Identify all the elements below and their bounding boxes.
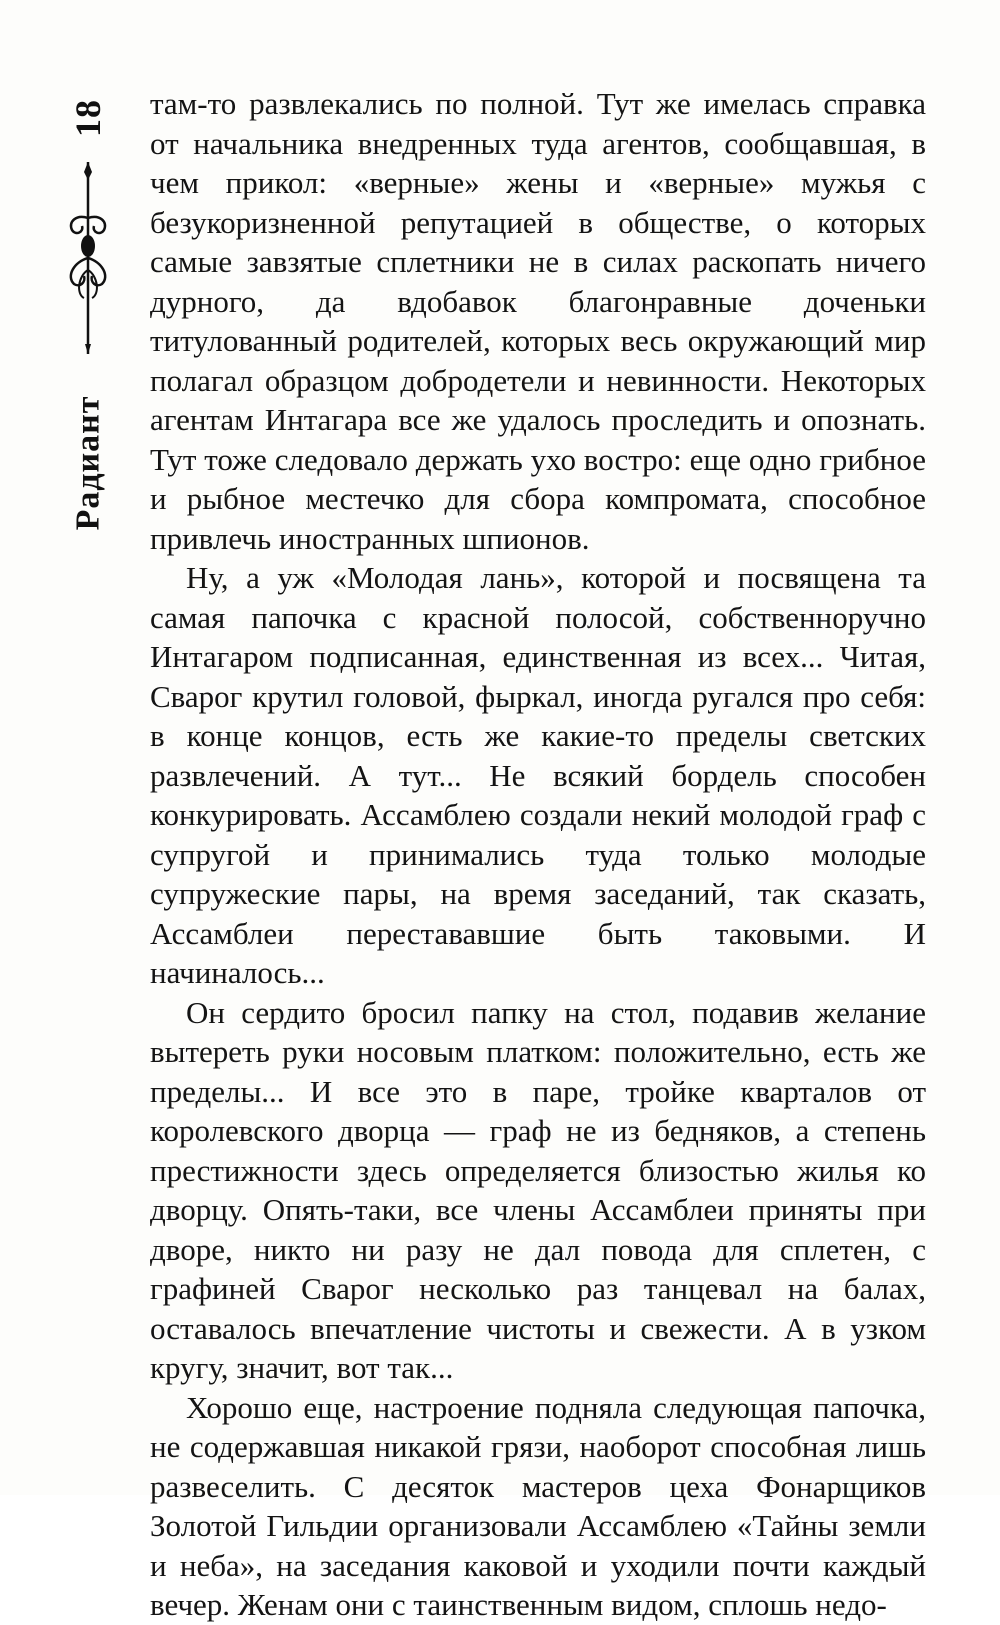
paragraph: Он сердито бросил папку на стол, подавив желание вытереть руки носовым платком: положительно, есть же пределы... И все это в паре, тройке кварталов от королевского дворца — граф не из бедняков, а степень престижности здесь определяется близостью жилья ко дворцу. Опять-таки, все члены Ассамблеи приняты при дворе, никто ни разу не дал повода для сплетен, с графиней Сварог несколько раз танцевал на балах, оставалось впечатление чистоты и свежести. А в узком кругу, значит, вот так...	[150, 994, 926, 1385]
paragraph: там-то развлекались по полной. Тут же имелась справка от начальника внедренных туда агентов, сообщавшая, в чем прикол: «верные» жены и «верные» мужья с безукоризненной репутацией в обществе, о которых самые завзятые сплетники не в силах раскопать ничего дурного, да вдобавок благонравные доченьки титулованный родителей, которых весь окружающий мир полагал образцом добродетели и невинности. Некоторых агентам Интагара все же удалось проследить и опознать. Тут тоже следовало держать ухо востро: еще одно грибное и рыбное местечко для сбора компромата, способное привлечь иностранных шпионов.	[150, 86, 926, 556]
page-number-text: 18	[68, 99, 108, 137]
dagger-ornament-icon	[58, 158, 118, 358]
paragraph: Ну, а уж «Молодая лань», которой и посвящена та самая папочка с красной полосой, собственноручно Интагаром подписанная, единственная из всех... Читая, Сварог крутил головой, фыркал, иногда ругался про себя: в конце концов, есть же какие-то пределы светских развлечений. А тут... Не всякий бордель способен конкурировать. Ассамблею создали некий молодой граф с супругой и принимались туда только молодые супружеские пары, на время заседаний, так сказать, Ассамблеи перестававшие быть таковыми. И начиналось...	[150, 560, 926, 990]
running-head	[58, 88, 118, 531]
book-title	[58, 378, 118, 548]
page-number	[58, 88, 118, 148]
paragraph: Хорошо еще, настроение подняла следующая папочка, не содержавшая никакой грязи, наоборот способная лишь развеселить. С десяток мастеров цеха Фонарщиков Золотой Гильдии организовали Ассамблею «Тайны земли и неба», на заседания каковой и уходили почти каждый вечер. Женам они с таинственным видом, сплошь недо-	[150, 1389, 926, 1622]
book-title-text: Радиант	[69, 395, 107, 531]
body-text	[150, 84, 926, 1625]
